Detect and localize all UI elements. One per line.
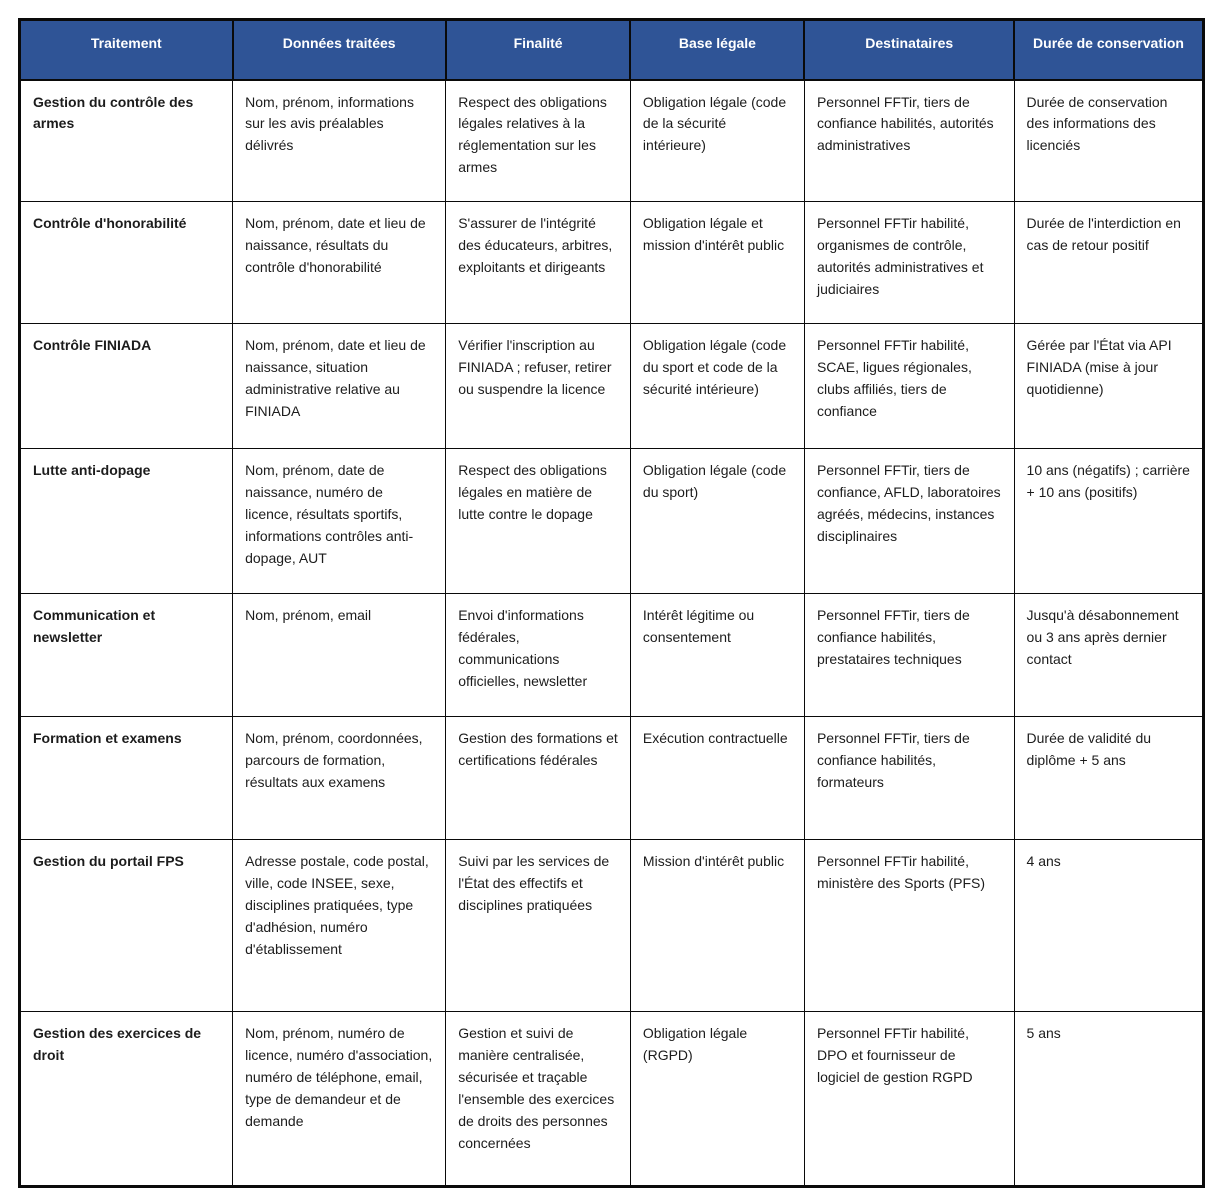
cell-donnees-traitees: Nom, prénom, date et lieu de naissance, situation administrative relative au FINIADA — [233, 324, 446, 449]
cell-base-legale: Exécution contractuelle — [630, 717, 804, 840]
table-row — [20, 80, 1204, 202]
table-row — [20, 1012, 1204, 1187]
cell-destinataires: Personnel FFTir, tiers de confiance habilités, prestataires techniques — [804, 594, 1014, 717]
column-header-base-legale: Base légale — [630, 20, 804, 80]
cell-finalite: Envoi d'informations fédérales, communications officielles, newsletter — [446, 594, 631, 717]
cell-traitement: Contrôle d'honorabilité — [20, 202, 233, 324]
cell-traitement: Contrôle FINIADA — [20, 324, 233, 449]
cell-base-legale: Obligation légale (RGPD) — [630, 1012, 804, 1187]
table-row — [20, 840, 1204, 1012]
cell-traitement: Lutte anti-dopage — [20, 449, 233, 594]
cell-donnees-traitees: Adresse postale, code postal, ville, code INSEE, sexe, disciplines pratiquées, type d'adhésion, numéro d'établissement — [233, 840, 446, 1012]
table-row — [20, 717, 1204, 840]
table-row — [20, 449, 1204, 594]
cell-donnees-traitees: Nom, prénom, numéro de licence, numéro d'association, numéro de téléphone, email, type de demandeur et de demande — [233, 1012, 446, 1187]
cell-destinataires: Personnel FFTir, tiers de confiance habilités, formateurs — [804, 717, 1014, 840]
cell-base-legale: Obligation légale (code de la sécurité intérieure) — [630, 80, 804, 202]
cell-donnees-traitees: Nom, prénom, date et lieu de naissance, résultats du contrôle d'honorabilité — [233, 202, 446, 324]
cell-finalite: Suivi par les services de l'État des effectifs et disciplines pratiquées — [446, 840, 631, 1012]
cell-destinataires: Personnel FFTir habilité, organismes de contrôle, autorités administratives et judiciaires — [804, 202, 1014, 324]
cell-duree-de-conservation: Jusqu'à désabonnement ou 3 ans après dernier contact — [1014, 594, 1203, 717]
cell-finalite: S'assurer de l'intégrité des éducateurs, arbitres, exploitants et dirigeants — [446, 202, 631, 324]
table-row — [20, 594, 1204, 717]
cell-traitement: Formation et examens — [20, 717, 233, 840]
cell-base-legale: Mission d'intérêt public — [630, 840, 804, 1012]
column-header-duree-de-conservation: Durée de conservation — [1014, 20, 1203, 80]
cell-base-legale: Intérêt légitime ou consentement — [630, 594, 804, 717]
cell-destinataires: Personnel FFTir habilité, SCAE, ligues régionales, clubs affiliés, tiers de confiance — [804, 324, 1014, 449]
column-header-traitement: Traitement — [20, 20, 233, 80]
cell-traitement: Communication et newsletter — [20, 594, 233, 717]
cell-finalite: Respect des obligations légales en matière de lutte contre le dopage — [446, 449, 631, 594]
cell-donnees-traitees: Nom, prénom, email — [233, 594, 446, 717]
cell-duree-de-conservation: Durée de conservation des informations des licenciés — [1014, 80, 1203, 202]
cell-donnees-traitees: Nom, prénom, date de naissance, numéro de licence, résultats sportifs, informations contrôles anti-dopage, AUT — [233, 449, 446, 594]
cell-finalite: Gestion des formations et certifications fédérales — [446, 717, 631, 840]
cell-duree-de-conservation: 4 ans — [1014, 840, 1203, 1012]
column-header-donnees-traitees: Données traitées — [233, 20, 446, 80]
cell-donnees-traitees: Nom, prénom, informations sur les avis préalables délivrés — [233, 80, 446, 202]
cell-traitement: Gestion des exercices de droit — [20, 1012, 233, 1187]
cell-donnees-traitees: Nom, prénom, coordonnées, parcours de formation, résultats aux examens — [233, 717, 446, 840]
table-body — [20, 80, 1204, 1187]
cell-finalite: Respect des obligations légales relatives à la réglementation sur les armes — [446, 80, 631, 202]
table-header — [20, 20, 1204, 80]
column-header-finalite: Finalité — [446, 20, 631, 80]
cell-destinataires: Personnel FFTir, tiers de confiance habilités, autorités administratives — [804, 80, 1014, 202]
cell-destinataires: Personnel FFTir, tiers de confiance, AFLD, laboratoires agréés, médecins, instances disciplinaires — [804, 449, 1014, 594]
cell-finalite: Gestion et suivi de manière centralisée, sécurisée et traçable l'ensemble des exercices de droits des personnes concernées — [446, 1012, 631, 1187]
cell-destinataires: Personnel FFTir habilité, ministère des Sports (PFS) — [804, 840, 1014, 1012]
cell-duree-de-conservation: 10 ans (négatifs) ; carrière + 10 ans (positifs) — [1014, 449, 1203, 594]
cell-duree-de-conservation: 5 ans — [1014, 1012, 1203, 1187]
data-processing-table — [18, 18, 1205, 1188]
cell-destinataires: Personnel FFTir habilité, DPO et fournisseur de logiciel de gestion RGPD — [804, 1012, 1014, 1187]
table-header-row — [20, 20, 1204, 80]
table-row — [20, 324, 1204, 449]
cell-traitement: Gestion du portail FPS — [20, 840, 233, 1012]
cell-traitement: Gestion du contrôle des armes — [20, 80, 233, 202]
cell-duree-de-conservation: Gérée par l'État via API FINIADA (mise à jour quotidienne) — [1014, 324, 1203, 449]
cell-base-legale: Obligation légale (code du sport) — [630, 449, 804, 594]
cell-duree-de-conservation: Durée de validité du diplôme + 5 ans — [1014, 717, 1203, 840]
cell-duree-de-conservation: Durée de l'interdiction en cas de retour positif — [1014, 202, 1203, 324]
cell-base-legale: Obligation légale (code du sport et code de la sécurité intérieure) — [630, 324, 804, 449]
cell-finalite: Vérifier l'inscription au FINIADA ; refuser, retirer ou suspendre la licence — [446, 324, 631, 449]
column-header-destinataires: Destinataires — [804, 20, 1014, 80]
table-row — [20, 202, 1204, 324]
cell-base-legale: Obligation légale et mission d'intérêt public — [630, 202, 804, 324]
